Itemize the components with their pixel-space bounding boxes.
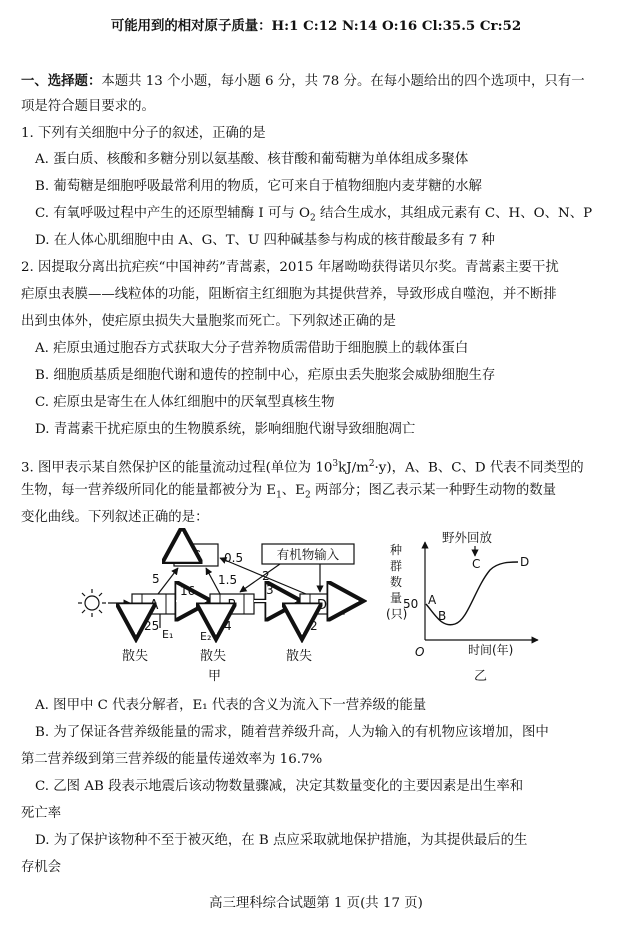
loss-label-a: 散失 bbox=[122, 649, 149, 664]
energy-flow-diagram bbox=[78, 530, 360, 684]
value-4: 4 bbox=[224, 619, 232, 633]
atomic-mass-header: 可能用到的相对原子质量：H:1 C:12 N:14 O:16 Cl:35.5 Cr:52 bbox=[110, 18, 522, 34]
q3-option-b-line1: B. 为了保证各营养级能量的需求，随着营养级升高，人为输入的有机物应该增加，图中 bbox=[35, 725, 549, 740]
q2-stem-line3: 出到虫体外，使疟原虫损失大量胞浆而死亡。下列叙述正确的是 bbox=[21, 314, 396, 329]
q3-l1-b: kJ/m bbox=[338, 460, 369, 476]
value-2-input: 2 bbox=[262, 569, 270, 583]
section-intro-line1 bbox=[21, 72, 585, 91]
q3-option-b-line2: 第二营养级到第三营养级的能量传递效率为 16.7% bbox=[21, 752, 323, 767]
q2-option-d: D. 青蒿素干扰疟原虫的生物膜系统，影响细胞代谢导致细胞凋亡 bbox=[35, 422, 416, 437]
q3-l1-a: 3. 图甲表示某自然保护区的能量流动过程(单位为 10 bbox=[21, 460, 333, 476]
y-label-5: (只) bbox=[386, 607, 408, 621]
q1-c-text-1: C. 有氧呼吸过程中产生的还原型辅酶 I 可与 O bbox=[35, 206, 310, 221]
q2-option-a: A. 疟原虫通过胞吞方式获取大分子营养物质需借助于细胞膜上的载体蛋白 bbox=[35, 341, 469, 356]
q1-option-b: B. 葡萄糖是细胞呼吸最常利用的物质，它可来自于植物细胞内麦芽糖的水解 bbox=[35, 179, 482, 194]
loss-label-d: 散失 bbox=[286, 649, 313, 664]
q1-stem: 1. 下列有关细胞中分子的叙述，正确的是 bbox=[21, 126, 266, 141]
q2-stem-line1: 2. 因提取分离出抗疟疾“中国神药”青蒿素，2015 年屠呦呦获得诺贝尔奖。青蒿素主要干扰 bbox=[21, 260, 559, 275]
loss-label-b: 散失 bbox=[200, 649, 227, 664]
value-16: 16 bbox=[180, 584, 196, 598]
q3-stem-line3: 变化曲线。下列叙述正确的是： bbox=[21, 510, 209, 525]
y-tick-50: 50 bbox=[403, 597, 419, 611]
label-e1: E₁ bbox=[162, 628, 174, 641]
population-chart bbox=[386, 530, 538, 684]
point-d: D bbox=[520, 555, 530, 569]
figure-jia-caption: 甲 bbox=[208, 669, 222, 684]
q2-option-c: C. 疟原虫是寄生在人体红细胞中的厌氧型真核生物 bbox=[35, 395, 335, 410]
value-0-5: 0.5 bbox=[224, 551, 244, 565]
point-b: B bbox=[438, 609, 447, 623]
q1-option-d: D. 在人体心肌细胞中由 A、G、T、U 四种碱基参与构成的核苷酸最多有 7 种 bbox=[35, 233, 495, 248]
q3-stem-line2 bbox=[21, 482, 556, 505]
sun-icon bbox=[78, 589, 106, 617]
point-c: C bbox=[472, 557, 481, 571]
node-d-label: D bbox=[316, 598, 328, 613]
q2-option-b: B. 细胞质基质是细胞代谢和遗传的控制中心，疟原虫丢失胞浆会威胁细胞生存 bbox=[35, 368, 496, 383]
q3-l1-sup: 3 bbox=[332, 459, 339, 469]
value-5: 5 bbox=[152, 572, 160, 586]
q3-l1-sup2: 2 bbox=[368, 459, 375, 469]
q3-option-c-line1: C. 乙图 AB 段表示地震后该动物数量骤减，决定其数量变化的主要因素是出生率和 bbox=[35, 779, 524, 794]
node-c-label: C bbox=[191, 549, 201, 564]
q3-stem-line1 bbox=[21, 455, 584, 477]
node-a-label: A bbox=[149, 598, 159, 613]
x-axis-label: 时间(年) bbox=[468, 643, 514, 657]
q1-option-c bbox=[35, 205, 592, 228]
y-label-4: 量 bbox=[390, 591, 403, 605]
point-a: A bbox=[428, 593, 437, 607]
q3-l2-a: 生物，每一营养级所同化的能量都被分为 E bbox=[21, 483, 277, 498]
section-intro-text: 本题共 13 个小题，每小题 6 分，共 78 分。在每小题给出的四个选项中，只有一 bbox=[101, 74, 585, 89]
node-b bbox=[210, 594, 254, 614]
organic-input-label: 有机物输入 bbox=[276, 547, 340, 562]
release-label: 野外回放 bbox=[442, 530, 493, 545]
q3-l2-c: 两部分；图乙表示某一种野生动物的数量 bbox=[310, 483, 556, 498]
q3-l2-sub1: 1 bbox=[276, 490, 282, 501]
q3-l2-sub2: 2 bbox=[304, 490, 311, 501]
q1-c-text-2: 结合生成水，其组成元素有 C、H、O、N、P bbox=[315, 206, 593, 221]
value-2-loss: 2 bbox=[310, 619, 318, 633]
section-title: 一、选择题： bbox=[21, 73, 102, 89]
y-label-2: 群 bbox=[390, 559, 403, 573]
label-e2: E₂ bbox=[200, 630, 212, 643]
q3-option-a: A. 图甲中 C 代表分解者，E₁ 代表的含义为流入下一营养级的能量 bbox=[35, 698, 427, 713]
q3-l2-b: 、E bbox=[281, 483, 305, 498]
value-3: 3 bbox=[266, 583, 274, 597]
value-25: 25 bbox=[144, 619, 160, 633]
q3-option-d-line2: 存机会 bbox=[21, 860, 62, 875]
node-d bbox=[300, 594, 344, 614]
q1-c-subscript: 2 bbox=[309, 213, 316, 224]
figure-yi-caption: 乙 bbox=[474, 669, 488, 684]
y-label-1: 种 bbox=[390, 543, 403, 557]
node-a bbox=[132, 594, 176, 614]
node-b-label: B bbox=[227, 598, 237, 613]
q3-l1-c: ·y)，A、B、C、D 代表不同类型的 bbox=[374, 460, 584, 476]
y-label-3: 数 bbox=[390, 575, 403, 589]
q3-figures bbox=[70, 528, 540, 688]
organic-input-box bbox=[262, 544, 354, 564]
q3-option-d-line1: D. 为了保护该物种不至于被灭绝，在 B 点应采取就地保护措施，为其提供最后的生 bbox=[35, 833, 528, 848]
node-c bbox=[174, 544, 218, 566]
section-intro-line2: 项是符合题目要求的。 bbox=[21, 99, 155, 114]
origin-label: O bbox=[415, 645, 425, 659]
q1-option-a: A. 蛋白质、核酸和多糖分别以氨基酸、核苷酸和葡萄糖为单体组成多聚体 bbox=[35, 152, 469, 167]
q2-stem-line2: 疟原虫表膜——线粒体的功能，阻断宿主红细胞为其提供营养，导致形成自噬泡，并不断排 bbox=[21, 287, 557, 302]
value-1-5: 1.5 bbox=[218, 573, 238, 587]
page-footer: 高三理科综合试题第 1 页(共 17 页) bbox=[209, 896, 423, 911]
q3-option-c-line2: 死亡率 bbox=[21, 806, 62, 821]
